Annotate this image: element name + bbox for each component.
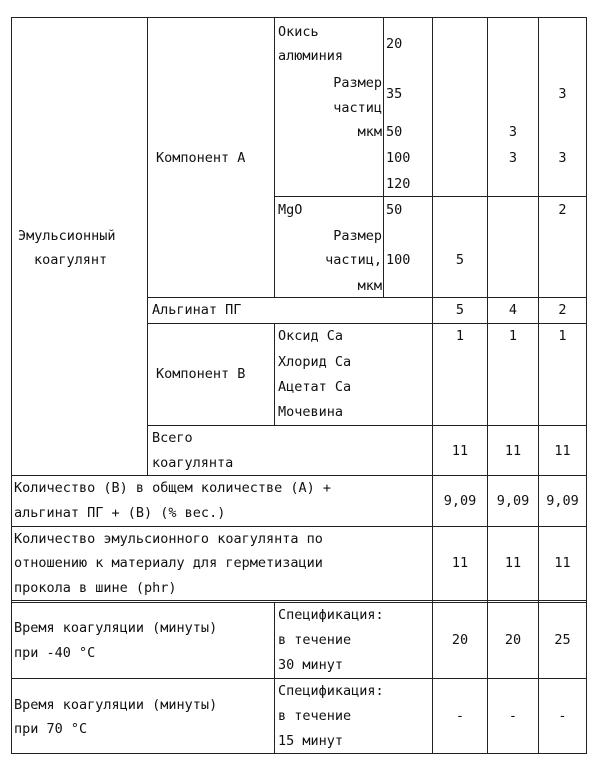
alginate-val-3: 2 bbox=[558, 302, 567, 318]
alginate-label: Альгинат ПГ bbox=[152, 302, 242, 318]
alumina-name-line-2: алюминия bbox=[278, 48, 344, 64]
time-70-val-2: - bbox=[508, 708, 518, 724]
mgo-100-val-1: 5 bbox=[455, 252, 465, 268]
alumina-size-100: 100 bbox=[386, 150, 411, 166]
mgo-particle-label-3: мкм bbox=[357, 278, 382, 294]
mgo-50-val-3: 2 bbox=[558, 202, 567, 218]
component-b-item-4: Мочевина bbox=[278, 404, 344, 420]
alginate-val-1: 5 bbox=[455, 302, 465, 318]
b-share-label-line-1: Количество (В) в общем количестве (А) + bbox=[14, 480, 331, 496]
alumina-particle-label-2: частиц bbox=[333, 100, 382, 116]
total-label-line-1: Всего bbox=[152, 430, 193, 446]
alumina-50-val-2: 3 bbox=[508, 124, 518, 140]
table-border-left bbox=[11, 17, 12, 754]
mgo-size-100: 100 bbox=[386, 252, 411, 268]
total-val-2: 11 bbox=[504, 443, 522, 459]
component-b-item-1: Оксид Ca bbox=[278, 328, 344, 344]
alumina-100-val-2: 3 bbox=[508, 150, 518, 166]
time-70-val-1: - bbox=[455, 708, 465, 724]
divider-row-time-b bbox=[11, 602, 587, 603]
emulsion-label-line-1: Эмульсионный bbox=[18, 228, 116, 244]
time-minus40-label-line-2: при -40 °C bbox=[14, 645, 96, 661]
b-share-val-2: 9,09 bbox=[496, 493, 530, 509]
divider-row-alginate-bottom bbox=[148, 323, 587, 324]
component-b-item-2: Хлорид Ca bbox=[278, 354, 352, 370]
time-minus40-spec-line-2: в течение bbox=[278, 632, 352, 648]
component-b-val-3: 1 bbox=[558, 328, 567, 344]
alumina-size-35: 35 bbox=[386, 86, 403, 102]
time-70-spec-line-1: Спецификация: bbox=[278, 683, 384, 699]
total-val-1: 11 bbox=[451, 443, 469, 459]
amount-label-line-3: прокола в шине (phr) bbox=[14, 580, 177, 596]
alumina-name-line-1: Окись bbox=[278, 24, 319, 40]
divider-row-b-share bbox=[11, 475, 587, 476]
table-border-right bbox=[586, 17, 587, 754]
divider-col-2b bbox=[274, 323, 275, 425]
component-b-val-2: 1 bbox=[508, 328, 518, 344]
mgo-particle-label-1: Размер bbox=[333, 228, 382, 244]
divider-row-total bbox=[148, 425, 587, 426]
time-minus40-spec-line-3: 30 минут bbox=[278, 657, 344, 673]
time-minus40-label-line-1: Время коагуляции (минуты) bbox=[14, 620, 218, 636]
divider-col-1 bbox=[147, 17, 148, 475]
time-70-label-line-2: при 70 °C bbox=[14, 721, 88, 737]
emulsion-label-line-2: коагулянт bbox=[34, 252, 108, 268]
alumina-100-val-3: 3 bbox=[558, 150, 567, 166]
alumina-size-20: 20 bbox=[386, 36, 403, 52]
component-b-item-3: Ацетат Ca bbox=[278, 379, 352, 395]
alumina-particle-label-3: мкм bbox=[357, 124, 382, 140]
mgo-particle-label-2: частиц, bbox=[325, 252, 382, 268]
divider-row-time-a bbox=[11, 600, 587, 601]
amount-val-3: 11 bbox=[554, 555, 571, 571]
time-70-spec-line-3: 15 минут bbox=[278, 733, 344, 749]
time-minus40-val-1: 20 bbox=[451, 632, 469, 648]
divider-col-2a bbox=[274, 17, 275, 297]
alumina-size-50: 50 bbox=[386, 124, 403, 140]
amount-label-line-1: Количество эмульсионного коагулянта по bbox=[14, 531, 323, 547]
component-b-label: Компонент В bbox=[156, 366, 246, 382]
total-label-line-2: коагулянта bbox=[152, 455, 234, 471]
amount-label-line-2: отношению к материалу для герметизации bbox=[14, 555, 323, 571]
time-70-label-line-1: Время коагуляции (минуты) bbox=[14, 697, 218, 713]
divider-row-time70 bbox=[11, 678, 587, 679]
divider-row-alginate-top bbox=[148, 297, 587, 298]
time-minus40-val-3: 25 bbox=[554, 632, 571, 648]
time-70-val-3: - bbox=[558, 708, 567, 724]
divider-row-amount bbox=[11, 526, 587, 527]
mgo-name: MgO bbox=[278, 202, 303, 218]
component-b-val-1: 1 bbox=[455, 328, 465, 344]
alumina-particle-label-1: Размер bbox=[333, 75, 382, 91]
time-minus40-spec-line-1: Спецификация: bbox=[278, 607, 384, 623]
b-share-val-3: 9,09 bbox=[546, 493, 579, 509]
total-val-3: 11 bbox=[554, 443, 571, 459]
divider-row-mgo bbox=[275, 196, 587, 197]
component-a-label: Компонент А bbox=[156, 150, 246, 166]
alumina-size-120: 120 bbox=[386, 176, 411, 192]
amount-val-1: 11 bbox=[451, 555, 469, 571]
table-border-bottom bbox=[11, 753, 587, 754]
b-share-val-1: 9,09 bbox=[443, 493, 477, 509]
time-minus40-val-2: 20 bbox=[504, 632, 522, 648]
divider-col-3 bbox=[383, 17, 384, 297]
amount-val-2: 11 bbox=[504, 555, 522, 571]
alginate-val-2: 4 bbox=[508, 302, 518, 318]
table-border-top bbox=[11, 17, 587, 18]
mgo-size-50: 50 bbox=[386, 202, 403, 218]
b-share-label-line-2: альгинат ПГ + (В) (% вес.) bbox=[14, 505, 226, 521]
time-70-spec-line-2: в течение bbox=[278, 708, 352, 724]
alumina-35-val-3: 3 bbox=[558, 86, 567, 102]
